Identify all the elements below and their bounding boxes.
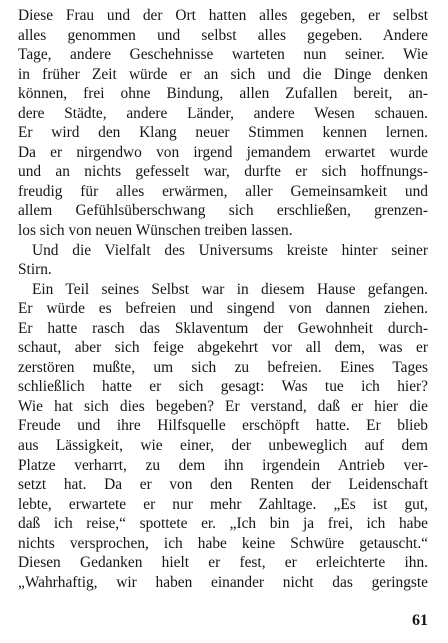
text-line: lebte, erwartete er nur mehr Zahltage. „Es ist gut, <box>18 495 428 513</box>
text-line: Stirn. <box>18 261 52 279</box>
text-line: Freude und ihre Hilfsquelle erschöpft hatte. Er blieb <box>18 417 428 435</box>
text-line: zerstören mußte, um sich zu befreien. Eines Tages <box>18 358 428 376</box>
text-line: Ein Teil seines Selbst war in diesem Hause gefangen. <box>32 280 428 298</box>
text-line: Tage, andere Geschehnisse warteten nun seiner. Wie <box>18 46 428 64</box>
text-line: los sich von neuen Wünschen treiben lassen. <box>18 222 293 240</box>
body-text <box>18 6 428 592</box>
text-line: schaut, aber sich feige abgekehrt vor all dem, was er <box>18 339 428 357</box>
text-line: Diesen Gedanken hielt er fest, er erleichterte ihn. <box>18 554 428 572</box>
text-line: Und die Vielfalt des Universums kreiste hinter seiner <box>32 241 428 259</box>
text-line: alles genommen und selbst alles gegeben. Andere <box>18 26 428 44</box>
text-line: freudig für alles erwärmen, aller Gemeinsamkeit und <box>18 182 428 200</box>
page-number: 61 <box>412 612 428 629</box>
text-line: Er wird den Klang neuer Stimmen kennen lernen. <box>18 124 428 142</box>
text-line: nichts versprochen, ich habe keine Schwüre getauscht.“ <box>18 534 428 552</box>
text-line: Da er nirgendwo von irgend jemandem erwartet wurde <box>18 143 428 161</box>
text-line: und an nichts gefesselt war, durfte er sich hoffnungs- <box>18 163 428 181</box>
text-line: daß ich reise,“ spottete er. „Ich bin ja frei, ich habe <box>18 515 428 533</box>
text-line: „Wahrhaftig, wir haben einander nicht das geringste <box>18 573 428 591</box>
text-line: setzt hat. Da er von den Renten der Leidenschaft <box>18 476 428 494</box>
text-line: Diese Frau und der Ort hatten alles gegeben, er selbst <box>18 7 428 24</box>
text-line: Er hatte rasch das Sklaventum der Gewohnheit durch- <box>18 319 428 337</box>
text-line: können, frei ohne Bindung, allen Zufallen bereit, an- <box>18 85 428 103</box>
text-line: Wie hat sich dies begeben? Er verstand, daß er hier die <box>18 397 428 415</box>
text-line: schließlich hatte er sich gesagt: Was tue ich hier? <box>18 378 428 396</box>
text-line: Er würde es befreien und singend von dannen ziehen. <box>18 300 428 318</box>
text-line: allem Gefühlsüberschwang sich erschließen, grenzen- <box>18 202 428 220</box>
text-line: Platze verharrt, zu dem ihn irgendein Antrieb ver- <box>18 456 428 474</box>
text-line: aus Lässigkeit, wie einer, der unbeweglich auf dem <box>18 437 428 455</box>
text-line: dere Städte, andere Länder, andere Wesen schauen. <box>18 104 428 122</box>
text-line: in früher Zeit würde er an sich und die Dinge denken <box>18 65 428 83</box>
